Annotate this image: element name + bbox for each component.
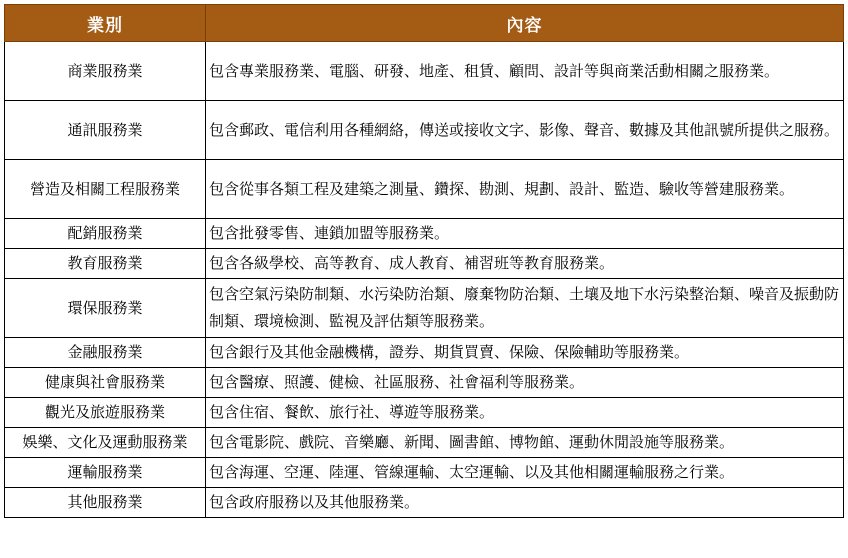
table-row <box>5 279 844 338</box>
table-row <box>5 42 844 101</box>
row-category: 運輸服務業 <box>5 458 206 488</box>
row-category: 通訊服務業 <box>5 101 206 160</box>
table-row <box>5 488 844 518</box>
row-category: 觀光及旅遊服務業 <box>5 398 206 428</box>
row-content: 包含從事各類工程及建築之測量、鑽探、勘測、規劃、設計、監造、驗收等營建服務業。 <box>206 160 844 219</box>
row-category: 配銷服務業 <box>5 219 206 249</box>
table-row <box>5 338 844 368</box>
header-category: 業別 <box>5 5 206 42</box>
row-content: 包含住宿、餐飲、旅行社、導遊等服務業。 <box>206 398 844 428</box>
row-content: 包含郵政、電信利用各種網絡，傳送或接收文字、影像、聲音、數據及其他訊號所提供之服務。 <box>206 101 844 160</box>
row-category: 教育服務業 <box>5 249 206 279</box>
row-content: 包含專業服務業、電腦、研發、地產、租賃、顧問、設計等與商業活動相關之服務業。 <box>206 42 844 101</box>
table-row <box>5 368 844 398</box>
table-row <box>5 160 844 219</box>
row-content: 包含批發零售、連鎖加盟等服務業。 <box>206 219 844 249</box>
row-content: 包含銀行及其他金融機構，證券、期貨買賣、保險、保險輔助等服務業。 <box>206 338 844 368</box>
header-row <box>5 5 844 42</box>
row-category: 其他服務業 <box>5 488 206 518</box>
row-category: 健康與社會服務業 <box>5 368 206 398</box>
table-row <box>5 458 844 488</box>
row-category: 商業服務業 <box>5 42 206 101</box>
table-row <box>5 398 844 428</box>
row-content: 包含海運、空運、陸運、管線運輸、太空運輸、以及其他相關運輸服務之行業。 <box>206 458 844 488</box>
table-row <box>5 428 844 458</box>
row-category: 環保服務業 <box>5 279 206 338</box>
row-content: 包含各級學校、高等教育、成人教育、補習班等教育服務業。 <box>206 249 844 279</box>
row-content: 包含政府服務以及其他服務業。 <box>206 488 844 518</box>
row-content: 包含電影院、戲院、音樂廳、新聞、圖書館、博物館、運動休閒設施等服務業。 <box>206 428 844 458</box>
row-content: 包含醫療、照護、健檢、社區服務、社會福利等服務業。 <box>206 368 844 398</box>
row-category: 營造及相關工程服務業 <box>5 160 206 219</box>
table-row <box>5 219 844 249</box>
row-content: 包含空氣污染防制類、水污染防治類、廢棄物防治類、土壤及地下水污染整治類、噪音及振動防制類、環境檢測、監視及評估類等服務業。 <box>206 279 844 338</box>
service-industry-table <box>4 4 844 518</box>
table-row <box>5 249 844 279</box>
header-content: 內容 <box>206 5 844 42</box>
row-category: 娛樂、文化及運動服務業 <box>5 428 206 458</box>
table-row <box>5 101 844 160</box>
row-category: 金融服務業 <box>5 338 206 368</box>
